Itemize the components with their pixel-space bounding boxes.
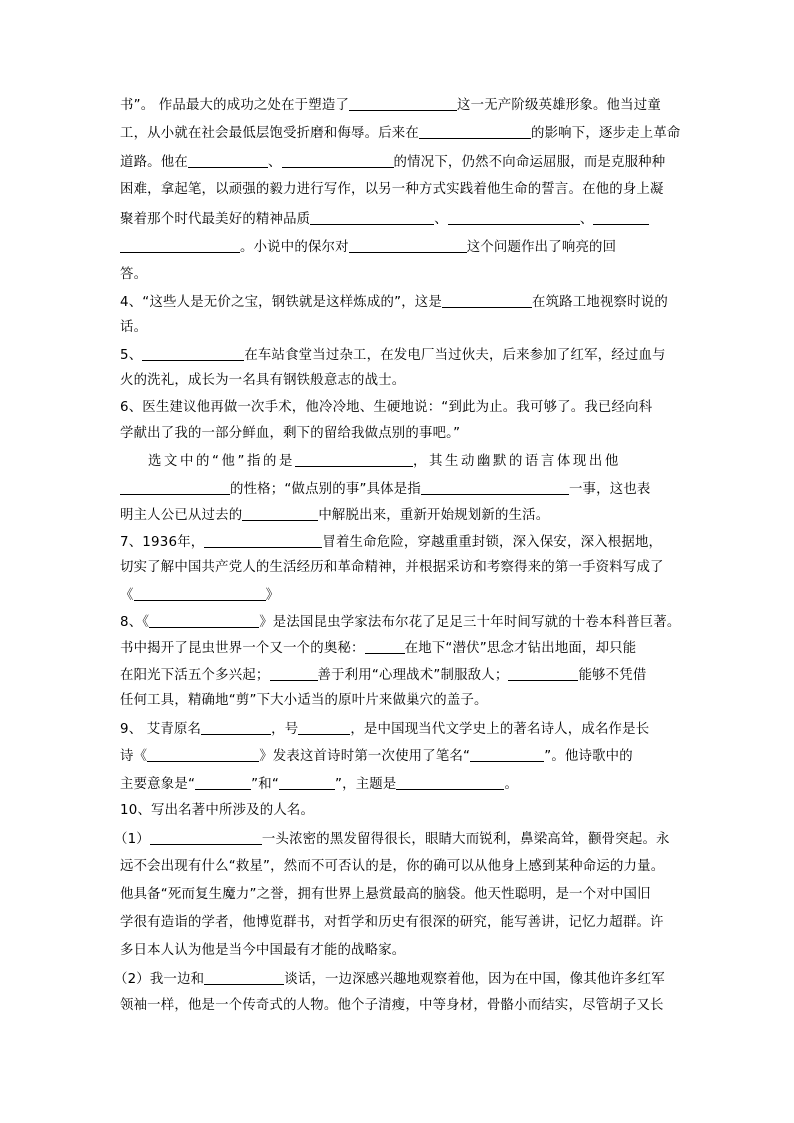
- answer-blank[interactable]: [593, 210, 649, 225]
- text-line: [120, 886, 680, 904]
- text-line: [120, 639, 680, 658]
- text-line: [114, 970, 674, 989]
- text-segment: 书”。 作品最大的成功之处在于塑造了: [120, 98, 350, 113]
- text-segment: 困难，拿起笔，以顽强的毅力进行写作，以另一种方式实践着他生命的誓言。在他的身上凝: [120, 182, 664, 197]
- text-line: [120, 96, 680, 115]
- answer-blank[interactable]: [134, 586, 266, 601]
- text-segment: 在阳光下活五个多兴起；: [120, 668, 270, 683]
- text-line: [120, 506, 680, 525]
- text-segment: 切实了解中国共产党人的生活经历和革命精神，并根据采访和考察得来的第一手资料写成了: [120, 560, 664, 575]
- text-line: [120, 613, 680, 632]
- text-line: [120, 210, 680, 229]
- answer-blank[interactable]: [295, 452, 413, 467]
- text-segment: ，号: [271, 722, 299, 737]
- text-line: [120, 997, 680, 1015]
- text-line: [120, 802, 680, 820]
- answer-blank[interactable]: [349, 238, 467, 253]
- answer-blank[interactable]: [349, 96, 457, 111]
- text-line: [148, 452, 708, 471]
- text-line: [120, 747, 680, 766]
- text-segment: 这个问题作出了响亮的回: [466, 240, 617, 255]
- text-line: [120, 692, 680, 710]
- text-segment: 、: [434, 212, 448, 227]
- text-line: [120, 858, 680, 876]
- text-line: [120, 319, 680, 337]
- text-segment: 选文中的“他”指的是: [148, 454, 295, 469]
- text-segment: 话。: [120, 320, 148, 335]
- text-line: [120, 153, 680, 172]
- text-line: [120, 914, 680, 932]
- text-segment: 》: [265, 588, 280, 603]
- answer-blank[interactable]: [242, 506, 318, 521]
- text-line: [120, 266, 680, 284]
- text-segment: 能够不凭借: [578, 668, 647, 683]
- text-segment: 一事，这也表: [568, 482, 651, 497]
- text-line: [120, 238, 680, 257]
- text-segment: 一头浓密的黑发留得很长，眼睛大而锐利，鼻梁高耸，颧骨突起。永: [261, 832, 670, 847]
- answer-blank[interactable]: [120, 480, 230, 495]
- answer-blank[interactable]: [396, 775, 504, 790]
- text-segment: 明主人公已从过去的: [120, 508, 243, 523]
- text-line: [120, 372, 680, 390]
- text-line: [120, 942, 680, 960]
- text-segment: ，是中国现当代文学史上的著名诗人，成名作是长: [350, 722, 650, 737]
- text-segment: 》是法国昆虫学家法布尔花了足足三十年时间写就的十卷本科普巨著。: [259, 615, 681, 630]
- text-segment: 。小说中的保尔对: [240, 240, 349, 255]
- text-segment: 4、“这些人是无价之宝，钢铁就是这样炼成的”，这是: [120, 295, 442, 310]
- text-segment: 。: [504, 777, 519, 792]
- text-line: [120, 533, 680, 552]
- text-segment: 》发表这首诗时第一次使用了笔名“: [259, 749, 471, 764]
- text-segment: 8、《: [120, 615, 150, 630]
- text-segment: ”，主题是: [334, 777, 397, 792]
- text-line: [120, 346, 680, 365]
- text-segment: 、: [579, 212, 594, 227]
- text-segment: 这一无产阶级英雄形象。他当过童: [457, 98, 661, 113]
- text-segment: 6、医生建议他再做一次手术，他冷冷地、生硬地说：“到此为止。我可够了。我已经向科: [120, 400, 653, 415]
- text-segment: 的性格；“做点别的事”具体是指: [230, 482, 421, 497]
- text-segment: ”。他诗歌中的: [544, 749, 633, 764]
- text-line: [120, 559, 680, 577]
- answer-blank[interactable]: [421, 480, 569, 495]
- answer-blank[interactable]: [298, 720, 350, 735]
- text-segment: 学献出了我的一部分鲜血，剩下的留给我做点别的事吧。”: [120, 426, 461, 441]
- text-segment: （1）: [114, 832, 150, 847]
- answer-blank[interactable]: [442, 293, 532, 308]
- text-segment: 答。: [120, 267, 148, 282]
- text-segment: ”和“: [251, 777, 279, 792]
- text-segment: 善于利用“心理战术”制服敌人；: [317, 668, 509, 683]
- text-line: [120, 480, 680, 499]
- text-segment: 火的洗礼，成长为一名具有钢铁般意志的战士。: [120, 373, 406, 388]
- text-line: [120, 425, 680, 443]
- text-segment: 《: [120, 588, 134, 603]
- answer-blank[interactable]: [201, 720, 271, 735]
- answer-blank[interactable]: [419, 124, 531, 139]
- text-segment: 诗《: [120, 749, 148, 764]
- answer-blank[interactable]: [282, 153, 394, 168]
- answer-blank[interactable]: [195, 775, 251, 790]
- text-segment: 10、写出名著中所涉及的人名。: [120, 803, 315, 818]
- text-segment: 、: [267, 155, 282, 170]
- text-segment: 他具备“死而复生魔力”之誉，拥有世界上悬赏最高的脑袋。他天性聪明，是一个对中国旧: [120, 887, 651, 902]
- answer-blank[interactable]: [204, 970, 284, 985]
- text-segment: 远不会出现有什么“救星”，然而不可否认的是，你的确可以从他身上感到某种命运的力量。: [120, 859, 665, 874]
- text-line: [120, 399, 680, 417]
- text-line: [120, 666, 680, 685]
- answer-blank[interactable]: [310, 210, 434, 225]
- text-segment: 学很有造诣的学者，他博览群书，对哲学和历史有很深的研究，能写善讲，记忆力超群。许: [120, 915, 664, 930]
- text-line: [120, 293, 680, 312]
- text-segment: 领袖一样，他是一个传奇式的人物。他个子清瘦，中等身材，骨骼小而结实，尽管胡子又长: [120, 998, 664, 1013]
- answer-blank[interactable]: [147, 747, 259, 762]
- text-segment: 中解脱出来，重新开始规划新的生活。: [318, 508, 550, 523]
- answer-blank[interactable]: [188, 153, 268, 168]
- answer-blank[interactable]: [470, 747, 544, 762]
- answer-blank[interactable]: [149, 613, 259, 628]
- text-segment: 任何工具，精确地“剪”下大小适当的原叶片来做巢穴的盖子。: [120, 693, 488, 708]
- text-segment: （2）我一边和: [114, 972, 205, 987]
- text-segment: 在筑路工地视察时说的: [532, 295, 668, 310]
- text-segment: 谈话，一边深感兴趣地观察着他，因为在中国，像其他许多红军: [284, 972, 665, 987]
- text-segment: 多日本人认为他是当今中国最有才能的战略家。: [120, 943, 406, 958]
- text-segment: 在车站食堂当过杂工，在发电厂当过伙夫，后来参加了红军，经过血与: [244, 348, 666, 363]
- answer-blank[interactable]: [448, 210, 580, 225]
- text-segment: 9、 艾青原名: [120, 722, 202, 737]
- text-line: [120, 586, 680, 605]
- answer-blank[interactable]: [279, 775, 335, 790]
- text-segment: 在地下“潜伏”思念才钻出地面，却只能: [404, 641, 637, 656]
- answer-blank[interactable]: [270, 666, 318, 681]
- text-line: [120, 720, 680, 739]
- text-segment: 冒着生命危险，穿越重重封锁，深入保安，深入根据地，: [322, 535, 663, 550]
- answer-blank[interactable]: [508, 666, 578, 681]
- text-segment: 主要意象是“: [120, 777, 196, 792]
- text-line: [120, 124, 680, 143]
- text-line: [120, 775, 680, 794]
- text-line: [120, 181, 680, 199]
- text-line: [114, 830, 674, 849]
- answer-blank[interactable]: [150, 830, 262, 845]
- answer-blank[interactable]: [142, 346, 244, 361]
- answer-blank[interactable]: [365, 639, 405, 654]
- text-segment: 的影响下，逐步走上革命: [531, 126, 681, 141]
- text-segment: 聚着那个时代最美好的精神品质: [120, 212, 311, 227]
- text-segment: 书中揭开了昆虫世界一个又一个的奥秘：: [120, 641, 365, 656]
- text-segment: ，其生动幽默的语言体现出他: [413, 454, 621, 469]
- answer-blank[interactable]: [120, 238, 240, 253]
- answer-blank[interactable]: [204, 533, 322, 548]
- text-segment: 工，从小就在社会最低层饱受折磨和侮辱。后来在: [120, 126, 419, 141]
- text-segment: 的情况下，仍然不向命运屈服，而是克服种种: [393, 155, 666, 170]
- text-segment: 5、: [120, 348, 143, 363]
- text-segment: 道路。他在: [120, 155, 188, 170]
- text-segment: 7、1936年，: [120, 535, 205, 550]
